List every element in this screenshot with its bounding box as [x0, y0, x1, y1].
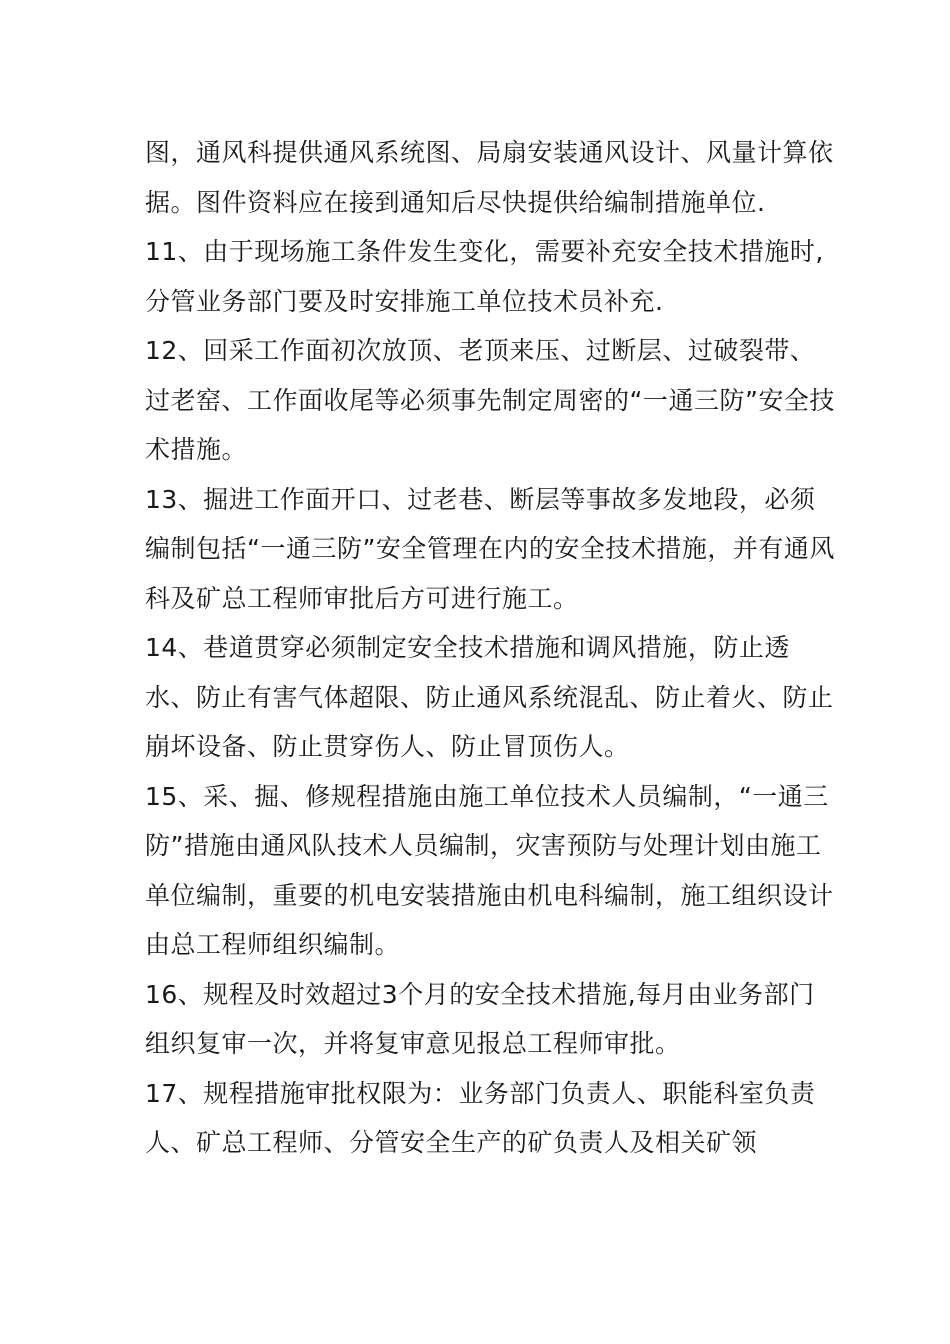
paragraph-item-12: 12、回采工作面初次放顶、老顶来压、过断层、过破裂带、过老窑、工作面收尾等必须事先制定周密的“一通三防”安全技术措施。 — [145, 336, 835, 464]
paragraph-item-14: 14、巷道贯穿必须制定安全技术措施和调风措施，防止透水、防止有害气体超限、防止通风系统混乱、防止着火、防止崩坏设备、防止贯穿伤人、防止冒顶伤人。 — [145, 633, 834, 761]
paragraph-continuation: 图，通风科提供通风系统图、局扇安装通风设计、风量计算依据。图件资料应在接到通知后尽快提供给编制措施单位. — [145, 138, 834, 217]
paragraph-item-15: 15、采、掘、修规程措施由施工单位技术人员编制，“一通三防”措施由通风队技术人员编制，灾害预防与处理计划由施工单位编制，重要的机电安装措施由机电科编制，施工组织设计由总工程师组织编制。 — [145, 781, 834, 959]
paragraph-item-13: 13、掘进工作面开口、过老巷、断层等事故多发地段，必须编制包括“一通三防”安全管理在内的安全技术措施，并有通风科及矿总工程师审批后方可进行施工。 — [145, 484, 835, 613]
paragraph-item-11: 11、由于现场施工条件发生变化，需要补充安全技术措施时,分管业务部门要及时安排施工单位技术员补充. — [145, 237, 824, 316]
paragraph-item-17: 17、规程措施审批权限为：业务部门负责人、职能科室负责人、矿总工程师、分管安全生产的矿负责人及相关矿领 — [145, 1078, 816, 1157]
document-body — [145, 128, 835, 1168]
paragraph-item-16: 16、规程及时效超过3个月的安全技术措施,每月由业务部门组织复审一次，并将复审意见报总工程师审批。 — [145, 979, 815, 1058]
